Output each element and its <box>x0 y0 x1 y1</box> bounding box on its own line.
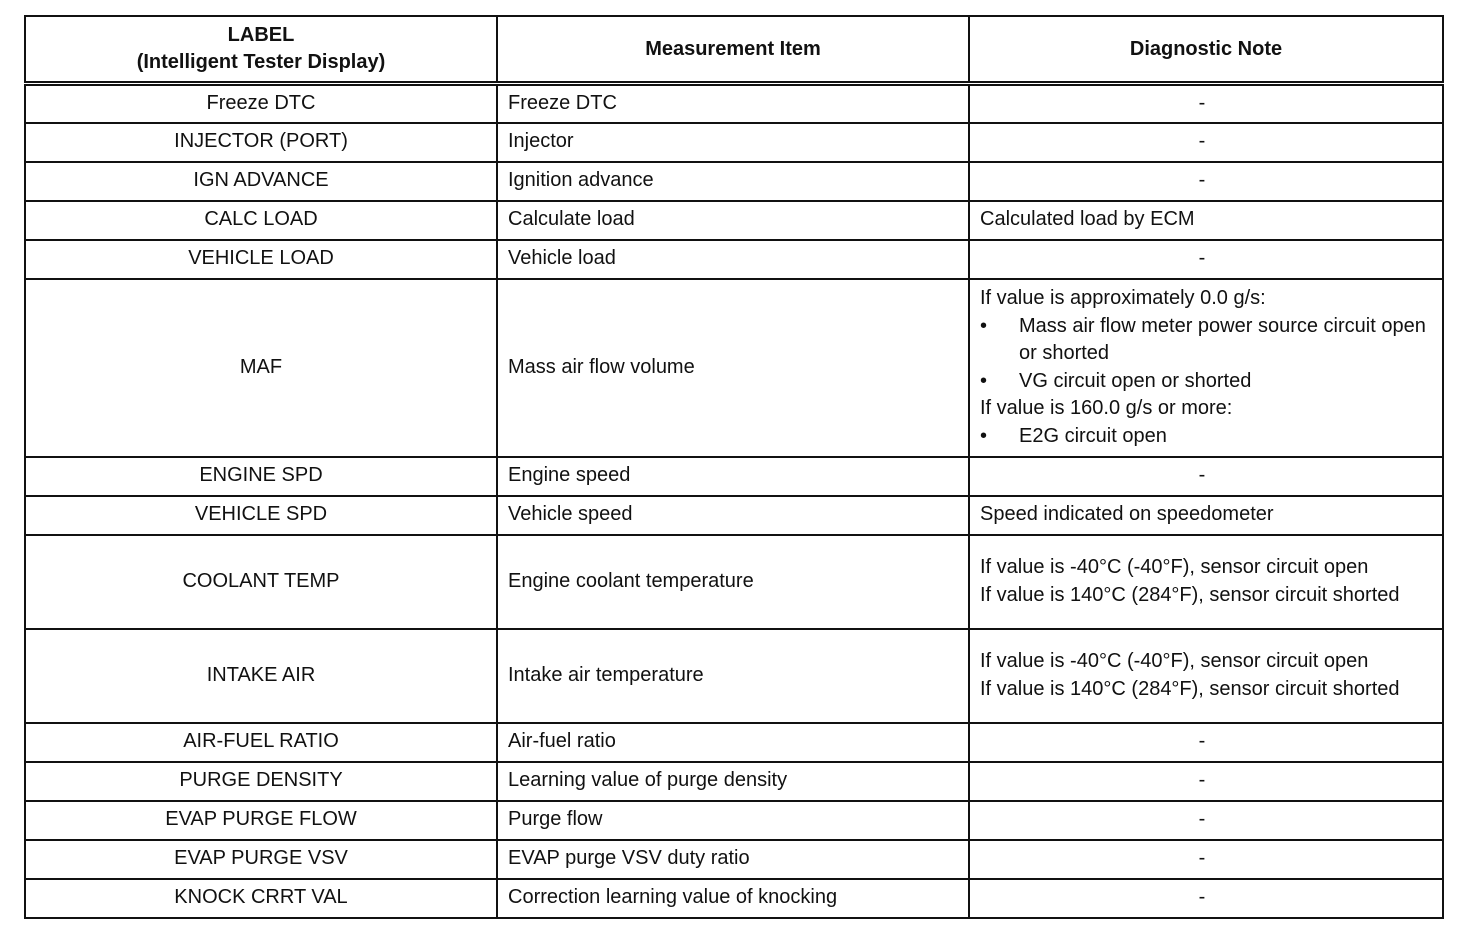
label-cell: COOLANT TEMP <box>25 535 497 629</box>
item-cell: Learning value of purge density <box>497 762 969 801</box>
item-cell: Purge flow <box>497 801 969 840</box>
item-cell: EVAP purge VSV duty ratio <box>497 840 969 879</box>
note-cell: - <box>969 123 1443 162</box>
label-cell: Freeze DTC <box>25 84 497 123</box>
item-cell: Ignition advance <box>497 162 969 201</box>
note-bullet-text: E2G circuit open <box>1019 424 1167 447</box>
label-cell: KNOCK CRRT VAL <box>25 879 497 918</box>
label-cell: INTAKE AIR <box>25 629 497 723</box>
note-line: If value is -40°C (-40°F), sensor circuit open <box>980 556 1369 578</box>
label-cell: VEHICLE SPD <box>25 496 497 535</box>
bullet-glyph: • <box>980 424 988 447</box>
item-cell: Vehicle load <box>497 240 969 279</box>
note-cell <box>969 279 1443 457</box>
table-row <box>25 762 1443 801</box>
note-cell: - <box>969 762 1443 801</box>
header-diagnostic-note: Diagnostic Note <box>969 16 1443 84</box>
table-body <box>25 84 1443 918</box>
table-row <box>25 123 1443 162</box>
note-line: If value is approximately 0.0 g/s: <box>980 287 1266 309</box>
label-cell: VEHICLE LOAD <box>25 240 497 279</box>
table-row <box>25 279 1443 457</box>
note-bullet-text: Mass air flow meter power source circuit open or shorted <box>1019 314 1426 364</box>
header-label-line2: (Intelligent Tester Display) <box>136 51 386 73</box>
note-cell: - <box>969 723 1443 762</box>
note-bullet-item <box>980 313 1434 368</box>
label-cell: EVAP PURGE FLOW <box>25 801 497 840</box>
table-row <box>25 801 1443 840</box>
header-label-line1: LABEL <box>227 24 295 46</box>
item-cell: Correction learning value of knocking <box>497 879 969 918</box>
item-cell: Intake air temperature <box>497 629 969 723</box>
note-cell: - <box>969 84 1443 123</box>
note-cell: - <box>969 457 1443 496</box>
note-cell: - <box>969 801 1443 840</box>
label-cell: EVAP PURGE VSV <box>25 840 497 879</box>
table-row <box>25 162 1443 201</box>
note-cell: - <box>969 240 1443 279</box>
data-list-table <box>24 15 1444 919</box>
table-row <box>25 840 1443 879</box>
note-bullet-item <box>980 423 1434 451</box>
table-header <box>25 16 1443 84</box>
item-cell: Engine coolant temperature <box>497 535 969 629</box>
table-row <box>25 535 1443 629</box>
table-row <box>25 496 1443 535</box>
note-cell: Calculated load by ECM <box>969 201 1443 240</box>
label-cell: IGN ADVANCE <box>25 162 497 201</box>
bullet-glyph: • <box>980 369 988 392</box>
note-cell: Speed indicated on speedometer <box>969 496 1443 535</box>
note-line: If value is 140°C (284°F), sensor circuit shorted <box>980 677 1400 700</box>
note-line: If value is 140°C (284°F), sensor circuit shorted <box>980 583 1400 606</box>
bullet-glyph: • <box>980 314 988 337</box>
table-row <box>25 201 1443 240</box>
note-cell: - <box>969 162 1443 201</box>
item-cell: Calculate load <box>497 201 969 240</box>
header-measurement-item: Measurement Item <box>497 16 969 84</box>
item-cell: Air-fuel ratio <box>497 723 969 762</box>
note-cell <box>969 629 1443 723</box>
note-bullet-text: VG circuit open or shorted <box>1019 369 1252 392</box>
label-cell: MAF <box>25 279 497 457</box>
note-cell <box>969 535 1443 629</box>
item-cell: Engine speed <box>497 457 969 496</box>
table-row <box>25 84 1443 123</box>
note-cell: - <box>969 840 1443 879</box>
item-cell: Mass air flow volume <box>497 279 969 457</box>
item-cell: Injector <box>497 123 969 162</box>
label-cell: INJECTOR (PORT) <box>25 123 497 162</box>
label-cell: PURGE DENSITY <box>25 762 497 801</box>
item-cell: Freeze DTC <box>497 84 969 123</box>
header-label <box>25 16 497 84</box>
table-row <box>25 879 1443 918</box>
note-line: If value is -40°C (-40°F), sensor circuit open <box>980 650 1369 672</box>
label-cell: CALC LOAD <box>25 201 497 240</box>
table-row <box>25 723 1443 762</box>
label-cell: AIR-FUEL RATIO <box>25 723 497 762</box>
table-row <box>25 457 1443 496</box>
note-cell: - <box>969 879 1443 918</box>
label-cell: ENGINE SPD <box>25 457 497 496</box>
table-row <box>25 629 1443 723</box>
note-line: If value is 160.0 g/s or more: <box>980 397 1233 419</box>
table-row <box>25 240 1443 279</box>
item-cell: Vehicle speed <box>497 496 969 535</box>
note-bullet-item <box>980 368 1434 396</box>
